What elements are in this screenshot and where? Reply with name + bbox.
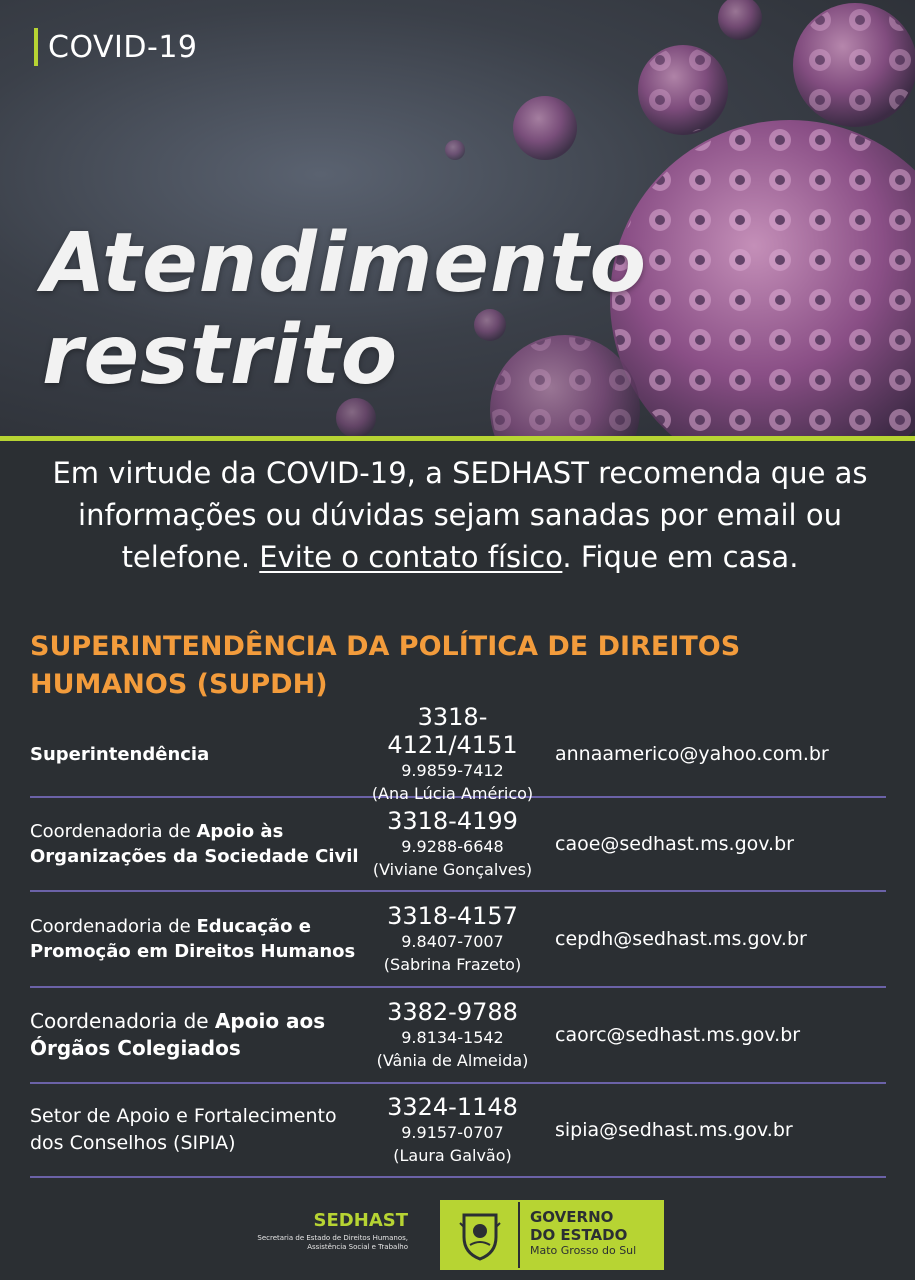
tag-accent-bar <box>34 28 38 66</box>
contact-email[interactable]: sipia@sedhast.ms.gov.br <box>555 1119 793 1141</box>
contact-name-bold: Apoio aos Órgãos Colegiados <box>30 1009 326 1060</box>
tag-text: COVID-19 <box>48 29 198 65</box>
contact-person: (Viviane Gonçalves) <box>372 860 533 879</box>
contact-name-bold: Apoio às Organizações da Sociedade Civil <box>30 821 359 867</box>
covid-tag <box>34 28 198 66</box>
gov-line3: Mato Grosso do Sul <box>530 1244 637 1257</box>
contact-row <box>30 892 886 988</box>
phone-mobile: 9.9288-6648 <box>401 837 504 856</box>
contact-name-plain: Coordenadoria de <box>30 916 197 937</box>
contact-person: (Ana Lúcia Américo) <box>371 784 534 803</box>
contact-name <box>30 1103 360 1157</box>
contact-row <box>30 1084 886 1178</box>
contact-row <box>30 988 886 1084</box>
phone-mobile: 9.9859-7412 <box>401 761 504 780</box>
footer <box>0 1190 915 1280</box>
sedhast-description <box>240 1234 408 1252</box>
phone-main: 3318-4121/4151 <box>387 703 518 759</box>
contact-person: (Laura Galvão) <box>393 1146 512 1165</box>
phone-main: 3318-4157 <box>387 902 518 930</box>
headline-line1: Atendimento <box>42 216 647 311</box>
contact-row <box>30 798 886 892</box>
headline-line2: restrito <box>42 308 399 403</box>
phone-mobile: 9.8134-1542 <box>401 1028 504 1047</box>
state-seal-icon <box>442 1202 518 1268</box>
contact-row <box>30 703 886 803</box>
phone-main: 3382-9788 <box>387 998 518 1026</box>
phone-mobile: 9.9157-0707 <box>401 1123 504 1142</box>
phone-main: 3324-1148 <box>387 1093 518 1121</box>
contact-name-plain: Setor de Apoio e Fortalecimento dos Conselhos (SIPIA) <box>30 1105 337 1154</box>
sedhast-desc-line2: Assistência Social e Trabalho <box>307 1243 408 1251</box>
intro-part2: . Fique em casa. <box>562 540 799 574</box>
phone-mobile: 9.8407-7007 <box>401 932 504 951</box>
contact-name <box>30 1008 360 1062</box>
sedhast-desc-line1: Secretaria de Estado de Direitos Humanos, <box>257 1234 408 1242</box>
gov-line2: DO ESTADO <box>530 1226 628 1244</box>
accent-divider <box>0 436 915 441</box>
gov-line1: GOVERNO <box>530 1208 614 1226</box>
contact-person: (Vânia de Almeida) <box>376 1051 529 1070</box>
intro-text <box>30 452 890 578</box>
contact-phones <box>360 703 545 805</box>
intro-part1: Em virtude da COVID-19, a SEDHAST recomenda que as informações ou dúvidas sejam sanadas por email ou telefone. <box>52 456 868 574</box>
contact-email[interactable]: cepdh@sedhast.ms.gov.br <box>555 928 807 950</box>
contact-name <box>30 914 360 964</box>
contact-phones <box>360 807 545 881</box>
sedhast-logo <box>240 1210 408 1252</box>
contact-phones <box>360 998 545 1072</box>
governo-logo <box>440 1200 664 1270</box>
contact-person: (Sabrina Frazeto) <box>383 955 522 974</box>
governo-text <box>518 1202 662 1268</box>
contact-name-bold: Educação e Promoção em Direitos Humanos <box>30 916 356 962</box>
contact-phones <box>360 1093 545 1167</box>
contact-name <box>30 819 360 869</box>
contact-email[interactable]: annaamerico@yahoo.com.br <box>555 743 829 765</box>
contact-email[interactable]: caoe@sedhast.ms.gov.br <box>555 833 794 855</box>
contact-name-bold: Superintendência <box>30 743 210 765</box>
contacts-table <box>30 703 886 1178</box>
hero-banner <box>0 0 915 436</box>
contact-name-plain: Coordenadoria de <box>30 821 197 842</box>
contact-email[interactable]: caorc@sedhast.ms.gov.br <box>555 1024 801 1046</box>
phone-main: 3318-4199 <box>387 807 518 835</box>
section-title: SUPERINTENDÊNCIA DA POLÍTICA DE DIREITOS HUMANOS (SUPDH) <box>30 631 741 700</box>
sedhast-name: SEDHAST <box>313 1210 408 1231</box>
headline <box>42 218 647 402</box>
intro-underlined: Evite o contato físico <box>259 540 563 574</box>
contact-phones <box>360 902 545 976</box>
contact-name <box>30 742 360 767</box>
contact-name-plain: Coordenadoria de <box>30 1009 215 1033</box>
